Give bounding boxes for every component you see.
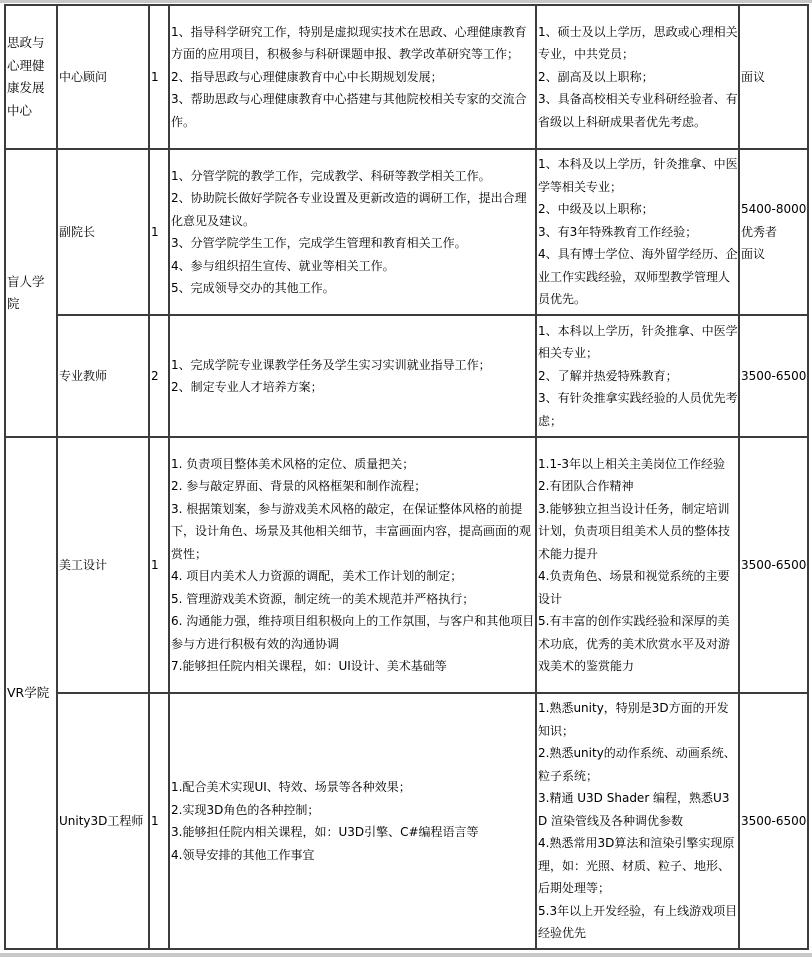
requirement-item: 5.有丰富的创作实践经验和深厚的美术功底，优秀的美术欣赏水平及对游戏美术的鉴赏能力 [538, 614, 731, 673]
requirement-item: 3、有3年特殊教育工作经验； [538, 224, 698, 239]
salary-text: 面议 [741, 69, 766, 84]
table-row [4, 150, 809, 316]
position-cell [58, 316, 150, 438]
headcount: 1 [151, 224, 159, 239]
requirements-cell [537, 316, 740, 438]
duty-item: 5. 管理游戏美术资源，制定统一的美术规范并严格执行； [171, 591, 475, 606]
headcount: 1 [151, 813, 159, 828]
duties-cell [170, 150, 537, 316]
duties-cell [170, 438, 537, 694]
count-cell [150, 150, 170, 316]
requirement-item: 2、中级及以上职称； [538, 202, 654, 217]
headcount: 1 [151, 557, 159, 572]
duty-item: 2.实现3D角色的各种控制； [171, 802, 320, 817]
department-text: 康发展 [7, 80, 45, 95]
duties-cell [170, 316, 537, 438]
requirements-cell [537, 694, 740, 950]
position-name: 专业教师 [59, 368, 108, 383]
requirement-item: 2、副高及以上职称； [538, 69, 654, 84]
requirement-item: 4、具有博士学位、海外留学经历、企业工作实践经验，双师型教学管理人员优先。 [538, 247, 738, 307]
job-postings-table [4, 4, 809, 950]
salary-cell [740, 316, 809, 438]
table-row [4, 438, 809, 694]
count-cell [150, 438, 170, 694]
position-cell [58, 150, 150, 316]
requirement-item: 5.3年以上开发经验，有上线游戏项目经验优先 [538, 903, 738, 941]
duty-item: 2. 参与敲定界面、背景的风格框架和制作流程； [171, 479, 427, 493]
headcount: 1 [151, 69, 159, 84]
requirements-cell [537, 4, 740, 150]
department-cell [4, 4, 58, 150]
requirement-item: 1.熟悉unity，特别是3D方面的开发知识； [538, 701, 729, 738]
duty-item: 6. 沟通能力强，维持项目组积极向上的工作氛围，与客户和其他项目参与方进行积极有效的沟通协调 [171, 614, 535, 651]
requirement-item: 4.熟悉常用3D算法和渲染引擎实现原理，如：光照、材质、粒子、地形、后期处理等； [538, 836, 735, 896]
position-name: 副院长 [59, 224, 96, 239]
duty-item: 3、分管学院学生工作，完成学生管理和教育相关工作。 [171, 236, 467, 250]
duty-item: 1、指导科学研究工作，特别是虚拟现实技术在思政、心理健康教育方面的应用项目，积极参与科研课题申报、教学改革研究等工作； [171, 24, 527, 62]
salary-text: 5400-8000 [741, 202, 807, 217]
duty-item: 2、协助院长做好学院各专业设置及更新改造的调研工作，提出合理化意见及建议。 [171, 191, 527, 228]
salary-text: 3500-6500 [741, 813, 807, 828]
top-edge [0, 0, 812, 3]
duty-item: 5、完成领导交办的其他工作。 [171, 281, 335, 295]
requirement-item: 3.精通 U3D Shader 编程，熟悉U3D 渲染管线及各种调优参数 [538, 791, 730, 828]
duty-item: 7.能够担任院内相关课程，如：UI设计、美术基础等 [171, 659, 447, 673]
salary-text: 优秀者 [741, 224, 778, 239]
department-text: 心理健 [7, 57, 45, 73]
duties-cell [170, 4, 537, 150]
requirement-item: 3、具备高校相关专业科研经验者、有省级以上科研成果者优先考虑。 [538, 92, 738, 129]
requirement-item: 2、了解并热爱特殊教育； [538, 368, 678, 383]
department-text: 盲人学 [7, 273, 45, 289]
position-name: Unity3D工程师 [59, 813, 144, 828]
requirement-item: 3.能够独立担当设计任务，制定培训计划，负责项目组美术人员的整体技术能力提升 [538, 501, 731, 561]
requirement-item: 1、硕士及以上学历，思政或心理相关专业，中共党员； [538, 24, 738, 62]
position-name: 美工设计 [59, 557, 108, 572]
duty-item: 4.领导安排的其他工作事宜 [171, 847, 315, 862]
requirements-cell [537, 150, 740, 316]
requirement-item: 2.有团队合作精神 [538, 479, 634, 493]
salary-text: 3500-6500 [741, 368, 807, 383]
department-cell [4, 150, 58, 438]
duty-item: 3. 根据策划案，参与游戏美术风格的敲定，在保证整体风格的前提下，设计角色、场景及其他相关细节，丰富画面内容，提高画面的观赏性； [171, 501, 532, 561]
salary-cell [740, 438, 809, 694]
requirements-cell [537, 438, 740, 694]
duty-item: 4. 项目内美术人力资源的调配，美术工作计划的制定； [171, 569, 463, 583]
position-cell [58, 438, 150, 694]
department-text: 思政与 [7, 35, 45, 50]
requirement-item: 3、有针灸推拿实践经验的人员优先考虑； [538, 391, 738, 428]
duty-item: 1. 负责项目整体美术风格的定位、质量把关； [171, 456, 415, 471]
salary-cell [740, 4, 809, 150]
table-row [4, 4, 809, 150]
requirement-item: 2.熟悉unity的动作系统、动画系统、粒子系统； [538, 746, 736, 783]
table-row [4, 694, 809, 950]
duty-item: 1、完成学院专业课教学任务及学生实习实训就业指导工作； [171, 357, 491, 372]
duty-item: 1.配合美术实现UI、特效、场景等各种效果； [171, 780, 411, 794]
position-cell [58, 694, 150, 950]
requirement-item: 1、本科及以上学历，针灸推拿、中医学等相关专业； [538, 157, 738, 194]
headcount: 2 [151, 368, 159, 383]
count-cell [150, 694, 170, 950]
salary-text: 面议 [741, 247, 766, 262]
requirement-item: 4.负责角色、场景和视觉系统的主要设计 [538, 569, 730, 606]
duty-item: 2、制定专业人才培养方案； [171, 380, 323, 394]
department-text: 中心 [7, 102, 33, 118]
position-cell [58, 4, 150, 150]
duty-item: 1、分管学院的教学工作，完成教学、科研等教学相关工作。 [171, 168, 491, 183]
bottom-edge [0, 953, 812, 957]
table-row [4, 316, 809, 438]
salary-cell [740, 694, 809, 950]
salary-text: 3500-6500 [741, 557, 807, 572]
duty-item: 3.能够担任院内相关课程，如：U3D引擎、C#编程语言等 [171, 825, 479, 839]
count-cell [150, 4, 170, 150]
salary-cell [740, 150, 809, 316]
department-text: 院 [7, 296, 20, 311]
requirement-item: 1.1-3年以上相关主美岗位工作经验 [538, 456, 726, 471]
position-name: 中心顾问 [59, 69, 108, 84]
duty-item: 3、帮助思政与心理健康教育中心搭建与其他院校相关专家的交流合作。 [171, 92, 527, 129]
duties-cell [170, 694, 537, 950]
duty-item: 2、指导思政与心理健康教育中心中长期规划发展； [171, 69, 443, 84]
count-cell [150, 316, 170, 438]
requirement-item: 1、本科以上学历，针灸推拿、中医学相关专业； [538, 323, 738, 361]
department-text: VR学院 [7, 684, 50, 700]
duty-item: 4、参与组织招生宣传、就业等相关工作。 [171, 258, 395, 273]
department-cell [4, 438, 58, 950]
